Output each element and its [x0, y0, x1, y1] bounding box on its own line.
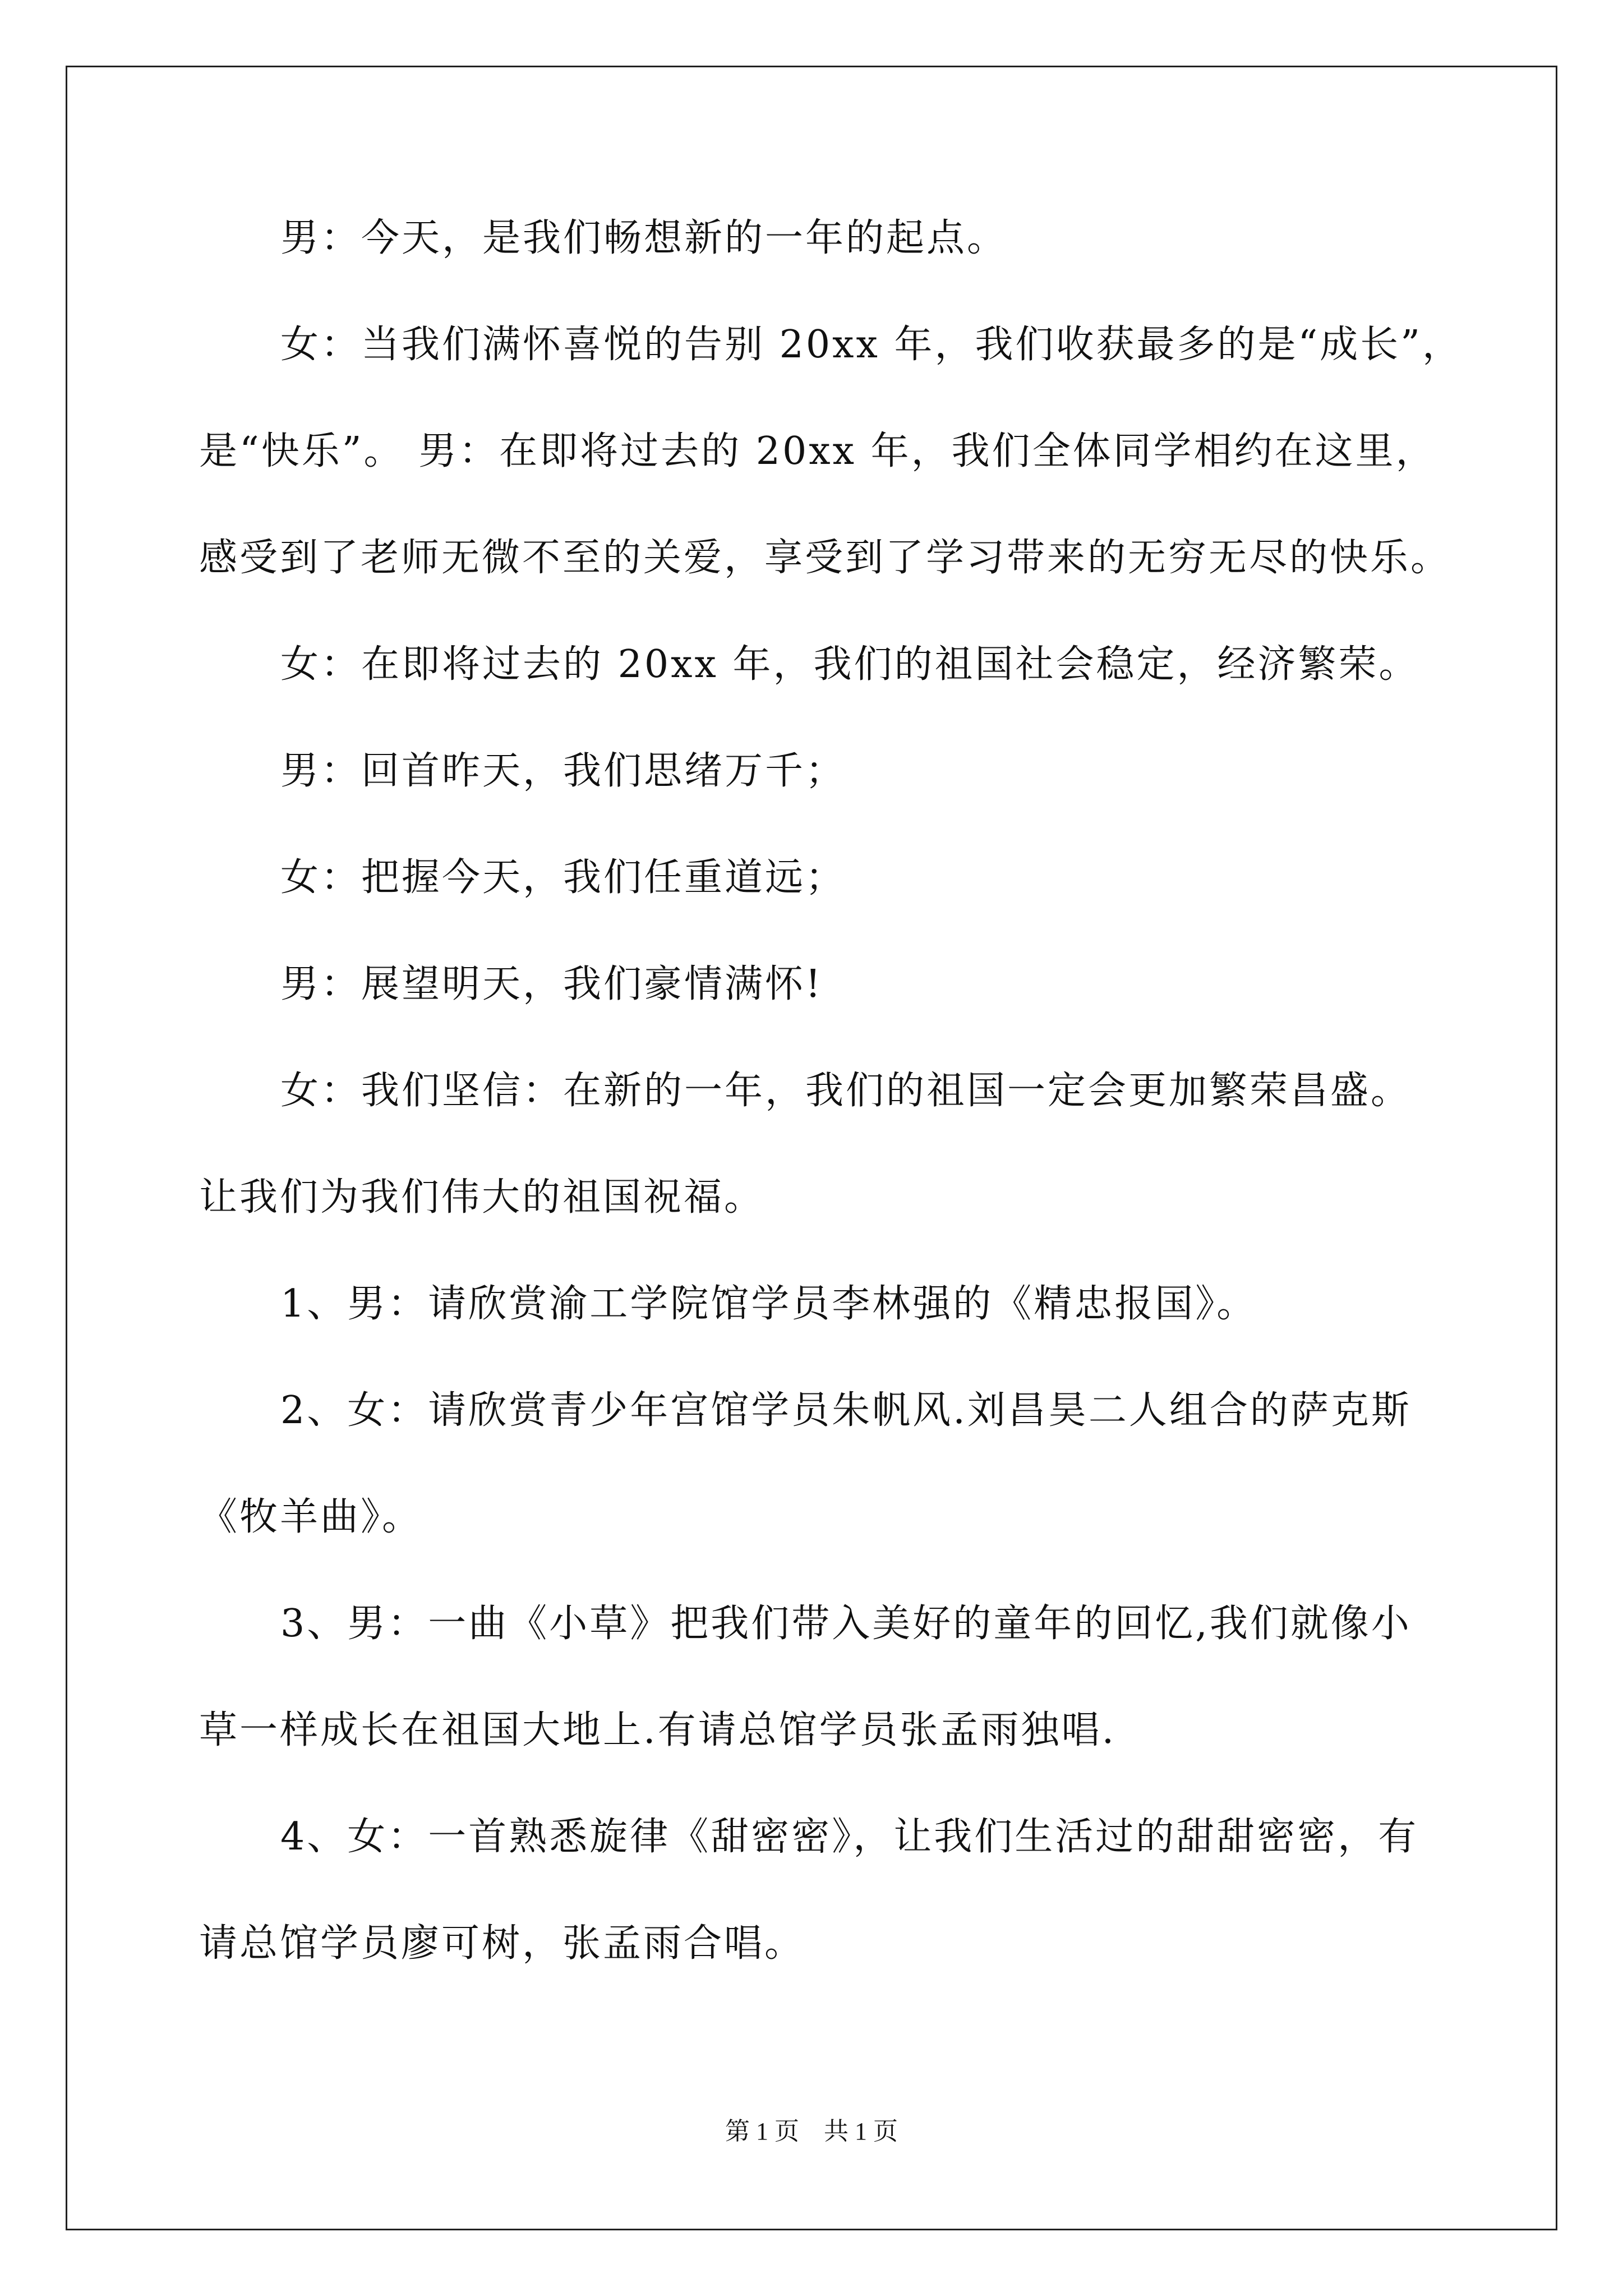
text-line: 草一样成长在祖国大地上.有请总馆学员张孟雨独唱. — [199, 1708, 1117, 1752]
text-line: 请总馆学员廖可树，张孟雨合唱。 — [199, 1921, 805, 1966]
text-line: 感受到了老师无微不至的关爱，享受到了学习带来的无穷无尽的快乐。 — [199, 536, 1451, 580]
text-line: 女：我们坚信：在新的一年，我们的祖国一定会更加繁荣昌盛。 — [280, 1069, 1412, 1113]
text-line: 女：把握今天，我们任重道远； — [280, 855, 846, 900]
text-line: 男：展望明天，我们豪情满怀! — [280, 962, 823, 1006]
text-line: 女：在即将过去的 20xx 年，我们的祖国社会稳定，经济繁荣。 — [280, 642, 1419, 687]
text-line: 1、男：请欣赏渝工学院馆学员李林强的《精忠报国》。 — [280, 1282, 1257, 1326]
text-line: 3、男：一曲《小草》把我们带入美好的童年的回忆,我们就像小 — [280, 1602, 1412, 1646]
page-border — [66, 66, 1557, 2230]
text-line: 4、女：一首熟悉旋律《甜密密》，让我们生活过的甜甜密密，有 — [280, 1815, 1419, 1859]
text-line: 女：当我们满怀喜悦的告别 20xx 年，我们收获最多的是“成长”， — [280, 323, 1463, 367]
text-line: 男：回首昨天，我们思绪万千； — [280, 749, 846, 793]
text-line: 是“快乐”。 男：在即将过去的 20xx 年，我们全体同学相约在这里， — [199, 429, 1436, 473]
text-line: 让我们为我们伟大的祖国祝福。 — [199, 1175, 765, 1220]
text-line: 男：今天，是我们畅想新的一年的起点。 — [280, 216, 1008, 260]
text-line: 《牧羊曲》。 — [199, 1495, 423, 1539]
text-line: 2、女：请欣赏青少年宫馆学员朱帆风.刘昌昊二人组合的萨克斯 — [280, 1388, 1412, 1433]
page-footer: 第 1 页 共 1 页 — [725, 2118, 898, 2145]
